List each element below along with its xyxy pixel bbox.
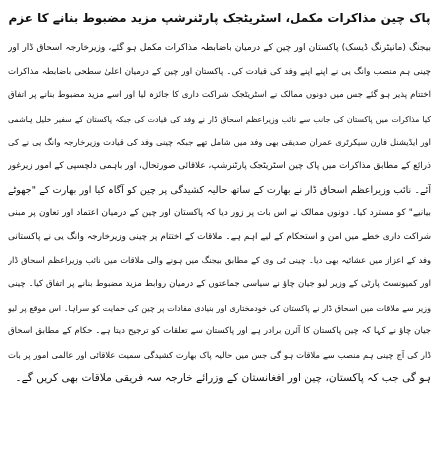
article-line: ڈار کی آج چینی ہم منصب سے ملاقات ہو گی جس میں حالیہ پاک بھارت کشیدگی سمیت علاقائی اور عالمی امور پر بات [8,349,431,360]
article-line: وفد کے اعزاز میں عشائیہ بھی دیا۔ چینی ٹی وی کے مطابق بیجنگ میں ہونے والی ملاقات میں نائب وزیراعظم اسحاق ڈار [8,255,431,266]
article-line: آئے۔ نائب وزیراعظم اسحاق ڈار نے بھارت کے ساتھ حالیہ کشیدگی پر چین کو آگاہ کیا اور بھارت کے "جھوٹے [8,184,431,196]
article-line: ذرائع کے مطابق مذاکرات میں پاک چین اسٹریٹجک پارٹنرشپ، علاقائی صورتحال، اور باہمی دلچسپی کے امور زیرغور [8,160,431,171]
article-line: اور کمیونسٹ پارٹی کے وزیر لیو جیان چاؤ نے سیاسی جماعتوں کے درمیان روابط مزید مضبوط بنانے پر اتفاق کیا۔ چینی [8,278,431,289]
article-line: بیجنگ (مانیٹرنگ ڈیسک) پاکستان اور چین کے درمیان باضابطہ مذاکرات مکمل ہو گئے، وزیرخارجہ اسحاق ڈار اور [8,43,431,53]
article-line: کیا مذاکرات میں پاکستان کی جانب سے نائب وزیراعظم اسحاق ڈار نے وفد کی قیادت کی جبکہ پاکستان کے سفیر خلیل ہاشمی [8,114,431,124]
article-body [8,37,431,391]
article-line: شراکت داری خطے میں امن و استحکام کے لیے اہم ہے۔ ملاقات کے اختتام پر چینی وزیرخارجہ وانگ یی نے پاکستانی [8,231,431,242]
article-line: بیانیے" کو مسترد کیا۔ دونوں ممالک نے اس بات پر زور دیا کہ پاکستان اور چین کے درمیان اعتماد اور تعاون پر مبنی [8,208,431,219]
article-line: جیان چاؤ نے کہا کہ چین پاکستان کا آئرن برادر ہے اور پاکستان سے تعلقات کو ترجیح دیتا ہے۔ حکام کے مطابق اسحاق [8,326,431,337]
article-line: اختتام پذیر ہو گئے جس میں دونوں ممالک نے اسٹریٹجک شراکت داری کا جائزہ لیا اور اسے مزید مضبوط بنانے پر اتفاق [8,90,431,101]
article-line: اور ایڈیشنل فارن سیکرٹری عمران صدیقی بھی وفد میں شامل تھے جبکہ چینی وفد کی قیادت وزیرخارجہ وانگ یی نے کی [8,137,431,148]
article-line: ہو گی جب کہ پاکستان، چین اور افغانستان کے وزرائے خارجہ سہ فریقی ملاقات بھی کریں گے۔ [15,372,431,385]
article-line: وزیر سے ملاقات میں اسحاق ڈار نے پاکستان کی خودمختاری اور بنیادی مفادات پر چین کی حمایت کو سراہا۔ اس موقع پر لیو [8,302,431,313]
article-line: چینی ہم منصب وانگ یی نے اپنے اپنے وفد کی قیادت کی۔ پاکستان اور چین کے درمیان اعلیٰ سطحی باضابطہ مذاکرات [8,66,431,77]
article-headline: پاک چین مذاکرات مکمل، اسٹریٹجک پارٹنرشپ مزید مضبوط بنانے کا عزم [8,11,431,25]
